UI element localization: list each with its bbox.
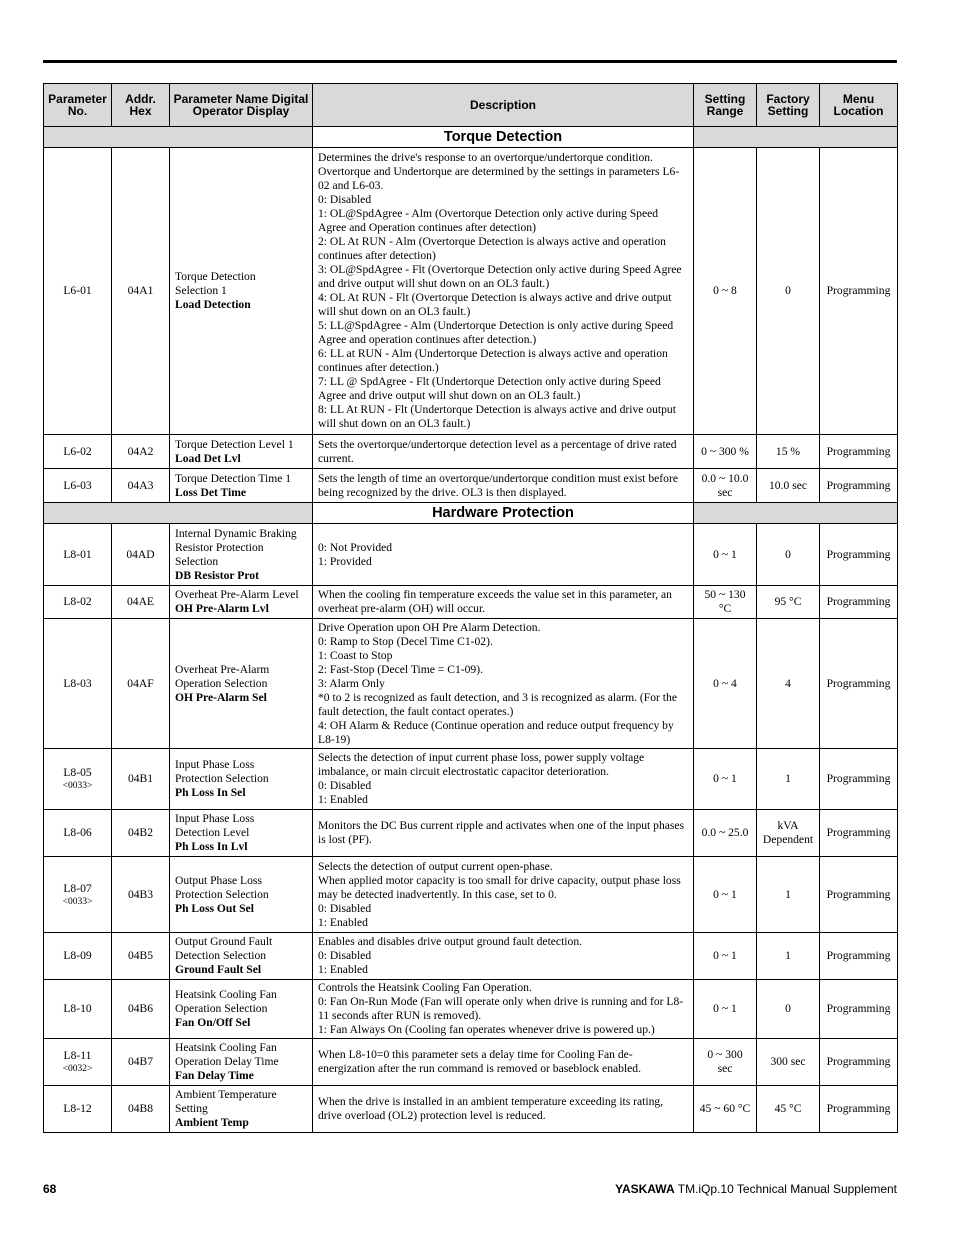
section-spacer — [44, 127, 313, 148]
description-line: 1: Enabled — [318, 793, 368, 806]
description-line: Selects the detection of input current phase loss, power supply voltage imbalance, or main circuit electrostatic capacitor deterioration. — [318, 751, 645, 778]
addr-hex: 04B7 — [112, 1039, 170, 1086]
setting-range: 0.0 ~ 25.0 — [694, 810, 757, 857]
operator-display: DB Resistor Prot — [175, 568, 259, 582]
revision-tag: <0032> — [62, 1064, 93, 1074]
factory-setting: 300 sec — [757, 1039, 820, 1086]
param-name-line: Operation Selection — [175, 1002, 268, 1015]
section-spacer — [44, 503, 313, 524]
menu-location: Programming — [820, 857, 898, 933]
header-menu-location: Menu Location — [820, 84, 898, 127]
param-number: L8-01 — [63, 547, 92, 561]
param-name-line: Torque Detection Level 1 — [175, 437, 294, 451]
param-number: L8-03 — [63, 676, 92, 690]
description-line: 5: LL@SpdAgree - Alm (Undertorque Detection is only active during Speed Agree and operation continues after detection.) — [318, 319, 674, 346]
description-line: 1: Enabled — [318, 963, 368, 976]
setting-range: 0 ~ 1 — [694, 749, 757, 810]
description-line: Selects the detection of output current open-phase. — [318, 859, 553, 873]
menu-location: Programming — [820, 749, 898, 810]
param-name-line: Setting — [175, 1102, 208, 1115]
operator-display: OH Pre-Alarm Sel — [175, 690, 267, 704]
table-row — [44, 619, 898, 749]
description-line: 2: Fast-Stop (Decel Time = C1-09). — [318, 662, 483, 676]
param-number: L8-06 — [63, 826, 92, 839]
addr-hex: 04B6 — [112, 980, 170, 1039]
description-cell — [313, 435, 694, 469]
table-row — [44, 980, 898, 1039]
section-row-torque — [44, 127, 898, 148]
operator-display: Load Det Lvl — [175, 451, 241, 465]
param-cell — [44, 1039, 112, 1086]
param-number: L8-02 — [63, 595, 92, 608]
param-name-cell — [170, 435, 313, 469]
description-cell — [313, 980, 694, 1039]
description-line: 1: Coast to Stop — [318, 648, 393, 662]
section-row-hardware — [44, 503, 898, 524]
param-name-line: Selection — [175, 554, 219, 568]
param-cell — [44, 586, 112, 619]
param-number: L8-11 — [63, 1049, 92, 1062]
description-line: Monitors the DC Bus current ripple and activates when one of the input phases is lost (PF). — [318, 819, 685, 846]
param-name-line: Overheat Pre-Alarm — [175, 662, 270, 676]
param-name-line: Output Ground Fault — [175, 935, 273, 948]
description-line: 0: Disabled — [318, 949, 372, 962]
description-line: 0: Fan On-Run Mode (Fan will operate only when drive is running and for L8-11 seconds after RUN is removed). — [318, 995, 684, 1022]
param-name-line: Detection Level — [175, 826, 250, 839]
description-cell — [313, 619, 694, 749]
description-line: 0: Disabled — [318, 901, 372, 915]
param-cell — [44, 524, 112, 586]
param-name-cell — [170, 619, 313, 749]
description-line: Sets the overtorque/undertorque detection level as a percentage of drive rated current. — [318, 437, 677, 465]
operator-display: Fan Delay Time — [175, 1069, 254, 1082]
factory-setting: 0 — [757, 524, 820, 586]
description-line: 0: Not Provided — [318, 540, 393, 554]
operator-display: Load Detection — [175, 298, 251, 311]
description-line: When applied motor capacity is too small for drive capacity, output phase loss may be detected inadvertently. In this case, set to 0. — [318, 873, 681, 901]
description-line: 6: LL at RUN - Alm (Undertorque Detection is always active and operation continues after detection.) — [318, 347, 668, 374]
param-name-line: Torque Detection Time 1 — [175, 471, 292, 485]
setting-range: 0 ~ 300 % — [694, 435, 757, 469]
description-line: *0 to 2 is recognized as fault detection, and 3 is recognized as alarm. (For the fault detection, the fault contact operates.) — [318, 690, 677, 718]
description-cell — [313, 469, 694, 503]
factory-setting: 95 °C — [757, 586, 820, 619]
header-setting-range: Setting Range — [694, 84, 757, 127]
description-cell — [313, 524, 694, 586]
menu-location: Programming — [820, 980, 898, 1039]
setting-range: 0 ~ 1 — [694, 980, 757, 1039]
param-name-line: Output Phase Loss — [175, 873, 262, 887]
param-cell — [44, 469, 112, 503]
param-name-cell — [170, 933, 313, 980]
param-cell — [44, 857, 112, 933]
param-name-line: Protection Selection — [175, 772, 269, 785]
description-line: 1: Fan Always On (Cooling fan operates whenever drive is powered up.) — [318, 1023, 655, 1036]
description-line: Sets the length of time an overtorque/undertorque condition must exist before being recognized by the drive. OL3 is then displayed. — [318, 471, 678, 499]
menu-location: Programming — [820, 469, 898, 503]
description-cell — [313, 810, 694, 857]
setting-range: 0 ~ 1 — [694, 933, 757, 980]
setting-range: 0 ~ 1 — [694, 524, 757, 586]
section-title: Hardware Protection — [313, 503, 694, 524]
menu-location: Programming — [820, 1086, 898, 1133]
param-name-cell — [170, 1086, 313, 1133]
description-line: 3: OL@SpdAgree - Flt (Overtorque Detection only active during Speed Agree and drive output will shut down on an OL3 fault.) — [318, 263, 682, 290]
description-line: 7: LL @ SpdAgree - Flt (Undertorque Detection only active during Speed Agree and drive output will shut down on an OL3 fault.) — [318, 375, 661, 402]
description-cell — [313, 586, 694, 619]
footer-brand: YASKAWA — [615, 1182, 675, 1196]
param-name-line: Overheat Pre-Alarm Level — [175, 588, 299, 601]
param-number: L8-09 — [63, 949, 92, 962]
table-row — [44, 1039, 898, 1086]
description-line: 1: Provided — [318, 554, 372, 568]
header-addr: Addr. Hex — [112, 84, 170, 127]
description-line: 4: OH Alarm & Reduce (Continue operation and reduce output frequency by L8-19) — [318, 718, 674, 746]
description-line: 8: LL At RUN - Flt (Undertorque Detection is always active and drive output will shut down on an OL3 fault.) — [318, 403, 676, 430]
operator-display: Ground Fault Sel — [175, 963, 262, 976]
table-row — [44, 586, 898, 619]
addr-hex: 04B5 — [112, 933, 170, 980]
setting-range: 0.0 ~ 10.0 sec — [694, 469, 757, 503]
addr-hex: 04AF — [112, 619, 170, 749]
parameter-table — [43, 83, 898, 1133]
description-line: 0: Disabled — [318, 779, 372, 792]
param-number: L8-12 — [63, 1102, 92, 1115]
menu-location: Programming — [820, 810, 898, 857]
factory-setting: kVA Dependent — [757, 810, 820, 857]
description-line: Enables and disables drive output ground fault detection. — [318, 935, 583, 948]
description-line: Drive Operation upon OH Pre Alarm Detection. — [318, 620, 541, 634]
factory-setting: 45 °C — [757, 1086, 820, 1133]
description-line: 1: Enabled — [318, 915, 368, 929]
factory-setting: 10.0 sec — [757, 469, 820, 503]
operator-display: Loss Det Time — [175, 485, 247, 499]
setting-range: 0 ~ 300 sec — [694, 1039, 757, 1086]
section-title: Torque Detection — [313, 127, 694, 148]
table-row — [44, 933, 898, 980]
menu-location: Programming — [820, 933, 898, 980]
table-row — [44, 810, 898, 857]
addr-hex: 04B3 — [112, 857, 170, 933]
param-name-cell — [170, 1039, 313, 1086]
header-name: Parameter Name Digital Operator Display — [170, 84, 313, 127]
param-name-line: Input Phase Loss — [175, 812, 255, 825]
param-name-cell — [170, 980, 313, 1039]
description-line: 2: OL At RUN - Alm (Overtorque Detection is always active and operation continues after detection) — [318, 235, 666, 262]
description-cell — [313, 1039, 694, 1086]
description-line: 3: Alarm Only — [318, 676, 385, 690]
table-row — [44, 1086, 898, 1133]
setting-range: 0 ~ 4 — [694, 619, 757, 749]
factory-setting: 0 — [757, 148, 820, 435]
param-name-cell — [170, 524, 313, 586]
description-line: 1: OL@SpdAgree - Alm (Overtorque Detection only active during Speed Agree and Operation continues after detection) — [318, 207, 659, 234]
factory-setting: 1 — [757, 933, 820, 980]
param-cell — [44, 810, 112, 857]
menu-location: Programming — [820, 524, 898, 586]
setting-range: 0 ~ 1 — [694, 857, 757, 933]
top-rule — [43, 60, 897, 63]
operator-display: Ph Loss Out Sel — [175, 901, 254, 915]
table-row — [44, 857, 898, 933]
description-cell — [313, 857, 694, 933]
setting-range: 45 ~ 60 °C — [694, 1086, 757, 1133]
param-name-line: Ambient Temperature — [175, 1088, 277, 1101]
description-line: 0: Ramp to Stop (Decel Time C1-02). — [318, 634, 493, 648]
description-cell — [313, 1086, 694, 1133]
header-description: Description — [313, 84, 694, 127]
section-spacer — [694, 127, 898, 148]
table-row — [44, 435, 898, 469]
table-row — [44, 524, 898, 586]
operator-display: Ph Loss In Sel — [175, 786, 246, 799]
addr-hex: 04B2 — [112, 810, 170, 857]
addr-hex: 04B8 — [112, 1086, 170, 1133]
param-name-line: Detection Selection — [175, 949, 267, 962]
param-number: L8-05 — [63, 766, 92, 779]
factory-setting: 4 — [757, 619, 820, 749]
menu-location: Programming — [820, 1039, 898, 1086]
header-row — [44, 84, 898, 127]
addr-hex: 04AD — [112, 524, 170, 586]
description-line: Determines the drive's response to an overtorque/undertorque condition. Overtorque and Undertorque are determined by the settings in parameters L6-02 and L6-03. — [318, 151, 680, 192]
addr-hex: 04A2 — [112, 435, 170, 469]
param-name-line: Resistor Protection — [175, 540, 264, 554]
operator-display: Ph Loss In Lvl — [175, 840, 248, 853]
param-name-cell — [170, 857, 313, 933]
description-cell — [313, 148, 694, 435]
operator-display: OH Pre-Alarm Lvl — [175, 602, 269, 615]
param-number: L6-03 — [63, 478, 92, 492]
param-name-line: Torque Detection — [175, 270, 256, 283]
menu-location: Programming — [820, 148, 898, 435]
param-name-cell — [170, 586, 313, 619]
param-name-cell — [170, 469, 313, 503]
factory-setting: 1 — [757, 749, 820, 810]
description-line: 0: Disabled — [318, 193, 372, 206]
setting-range: 50 ~ 130 °C — [694, 586, 757, 619]
param-name-line: Selection 1 — [175, 284, 227, 297]
description-line: When L8-10=0 this parameter sets a delay time for Cooling Fan de-energization after the run command is removed or baseblock enabled. — [318, 1048, 642, 1075]
description-line: When the cooling fin temperature exceeds the value set in this parameter, an overheat pre-alarm (OH) will occur. — [318, 588, 672, 615]
operator-display: Fan On/Off Sel — [175, 1016, 251, 1029]
param-name-cell — [170, 749, 313, 810]
param-name-cell — [170, 148, 313, 435]
table-row — [44, 148, 898, 435]
section-spacer — [694, 503, 898, 524]
header-param-no: Parameter No. — [44, 84, 112, 127]
revision-tag: <0033> — [62, 781, 93, 791]
addr-hex: 04AE — [112, 586, 170, 619]
param-cell — [44, 749, 112, 810]
description-line: When the drive is installed in an ambient temperature exceeding its rating, drive overload (OL2) protection level is reduced. — [318, 1095, 664, 1122]
description-line: Controls the Heatsink Cooling Fan Operation. — [318, 981, 532, 994]
menu-location: Programming — [820, 586, 898, 619]
factory-setting: 1 — [757, 857, 820, 933]
table-row — [44, 749, 898, 810]
param-name-line: Input Phase Loss — [175, 758, 255, 771]
param-name-line: Heatsink Cooling Fan — [175, 988, 277, 1001]
description-cell — [313, 933, 694, 980]
param-name-line: Protection Selection — [175, 887, 269, 901]
param-name-line: Internal Dynamic Braking — [175, 526, 297, 540]
param-number: L8-10 — [63, 1002, 92, 1015]
param-name-line: Heatsink Cooling Fan — [175, 1041, 277, 1054]
page-number: 68 — [43, 1182, 57, 1196]
menu-location: Programming — [820, 619, 898, 749]
addr-hex: 04A1 — [112, 148, 170, 435]
header-factory-setting: Factory Setting — [757, 84, 820, 127]
param-cell — [44, 933, 112, 980]
table-row — [44, 469, 898, 503]
footer-doc: TM.iQp.10 Technical Manual Supplement — [677, 1182, 897, 1196]
param-number: L6-02 — [63, 444, 92, 458]
menu-location: Programming — [820, 435, 898, 469]
param-name-cell — [170, 810, 313, 857]
factory-setting: 0 — [757, 980, 820, 1039]
param-number: L6-01 — [63, 284, 92, 297]
operator-display: Ambient Temp — [175, 1116, 249, 1129]
param-cell — [44, 148, 112, 435]
param-cell — [44, 1086, 112, 1133]
footer-doc-title — [615, 1182, 897, 1196]
description-cell — [313, 749, 694, 810]
addr-hex: 04A3 — [112, 469, 170, 503]
param-name-line: Operation Selection — [175, 676, 268, 690]
description-line: 4: OL At RUN - Flt (Overtorque Detection is always active and drive output will shut down on an OL3 fault.) — [318, 291, 672, 318]
param-cell — [44, 435, 112, 469]
setting-range: 0 ~ 8 — [694, 148, 757, 435]
param-number: L8-07 — [63, 881, 92, 895]
factory-setting: 15 % — [757, 435, 820, 469]
param-name-line: Operation Delay Time — [175, 1055, 279, 1068]
param-cell — [44, 980, 112, 1039]
revision-tag: <0033> — [62, 896, 93, 907]
addr-hex: 04B1 — [112, 749, 170, 810]
param-cell — [44, 619, 112, 749]
